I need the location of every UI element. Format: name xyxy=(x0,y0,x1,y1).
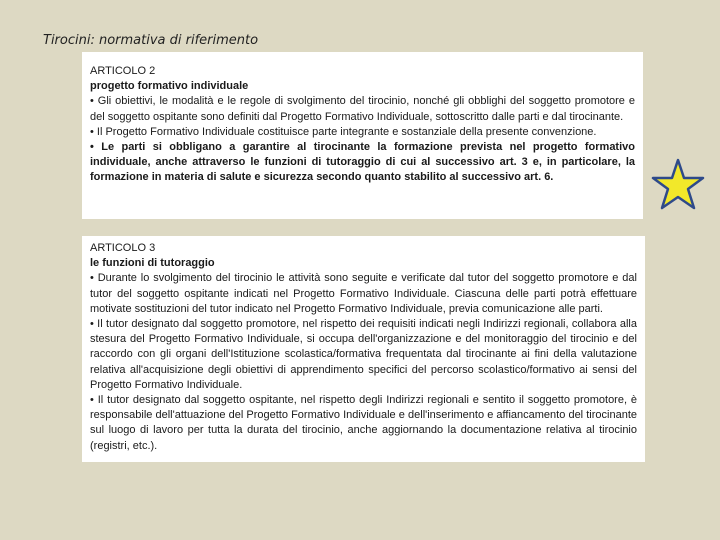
article-paragraph: • Il Progetto Formativo Individuale costituisce parte integrante e sostanziale della presente convenzione. xyxy=(90,125,597,138)
article-paragraph-highlighted: • Le parti si obbligano a garantire al tirocinante la formazione prevista nel progetto formativo individuale, anche attraverso le funzioni di tutoraggio di cui al successivo art. 3 e, in particolare, la formazione in materia di salute e sicurezza secondo quanto stabilito al successivo art. 6. xyxy=(90,141,635,184)
article-paragraph: • Il tutor designato dal soggetto promotore, nel rispetto dei requisiti indicati negli Indirizzi regionali, collabora alla stesura del Progetto Formativo Individuale, si occupa dell'organizzazione e del monitoraggio del tirocinio e del raccordo con gli organi dell'Istituzione scolastica/formativa frequentata dal tirocinante ai fini della valutazione relativa all'acquisizione degli obiettivi di apprendimento specifici del percorso scolastico/formativo ai sensi del Progetto Formativo Individuale. xyxy=(90,318,637,391)
article-paragraph: • Il tutor designato dal soggetto ospitante, nel rispetto degli Indirizzi regionali e sentito il soggetto promotore, è responsabile dell'attuazione del Progetto Formativo Individuale e dell'inserimento e affiancamento del tirocinante sul luogo di lavoro per tutta la durata del tirocinio, anche aggiornando la documentazione relativa al tirocinio (registri, etc.). xyxy=(90,394,637,452)
article-subtitle: progetto formativo individuale xyxy=(90,80,249,93)
article-paragraph: • Gli obiettivi, le modalità e le regole di svolgimento del tirocinio, nonché gli obblighi del soggetto promotore e del soggetto ospitante sono definiti dal Progetto Formativo Individuale, sottoscritto dalle parti e dal tirocinante. xyxy=(90,95,635,123)
article-subtitle: le funzioni di tutoraggio xyxy=(90,257,215,270)
article-2-box xyxy=(82,52,643,219)
page-title: Tirocini: normativa di riferimento xyxy=(43,33,259,48)
article-heading: ARTICOLO 2 xyxy=(90,65,156,77)
star-icon xyxy=(650,157,706,213)
article-heading: ARTICOLO 3 xyxy=(90,242,156,254)
article-paragraph: • Durante lo svolgimento del tirocinio le attività sono seguite e verificate dal tutor del soggetto promotore e dal tutor del soggetto ospitante indicati nel Progetto Formativo Individuale. Ciascuna delle parti potrà effettuare motivate sostituzioni del tutor indicato nel Progetto Formativo Individuale, previa comunicazione alle parti. xyxy=(90,272,637,315)
article-3-box xyxy=(82,236,645,462)
star-shape xyxy=(653,160,703,208)
